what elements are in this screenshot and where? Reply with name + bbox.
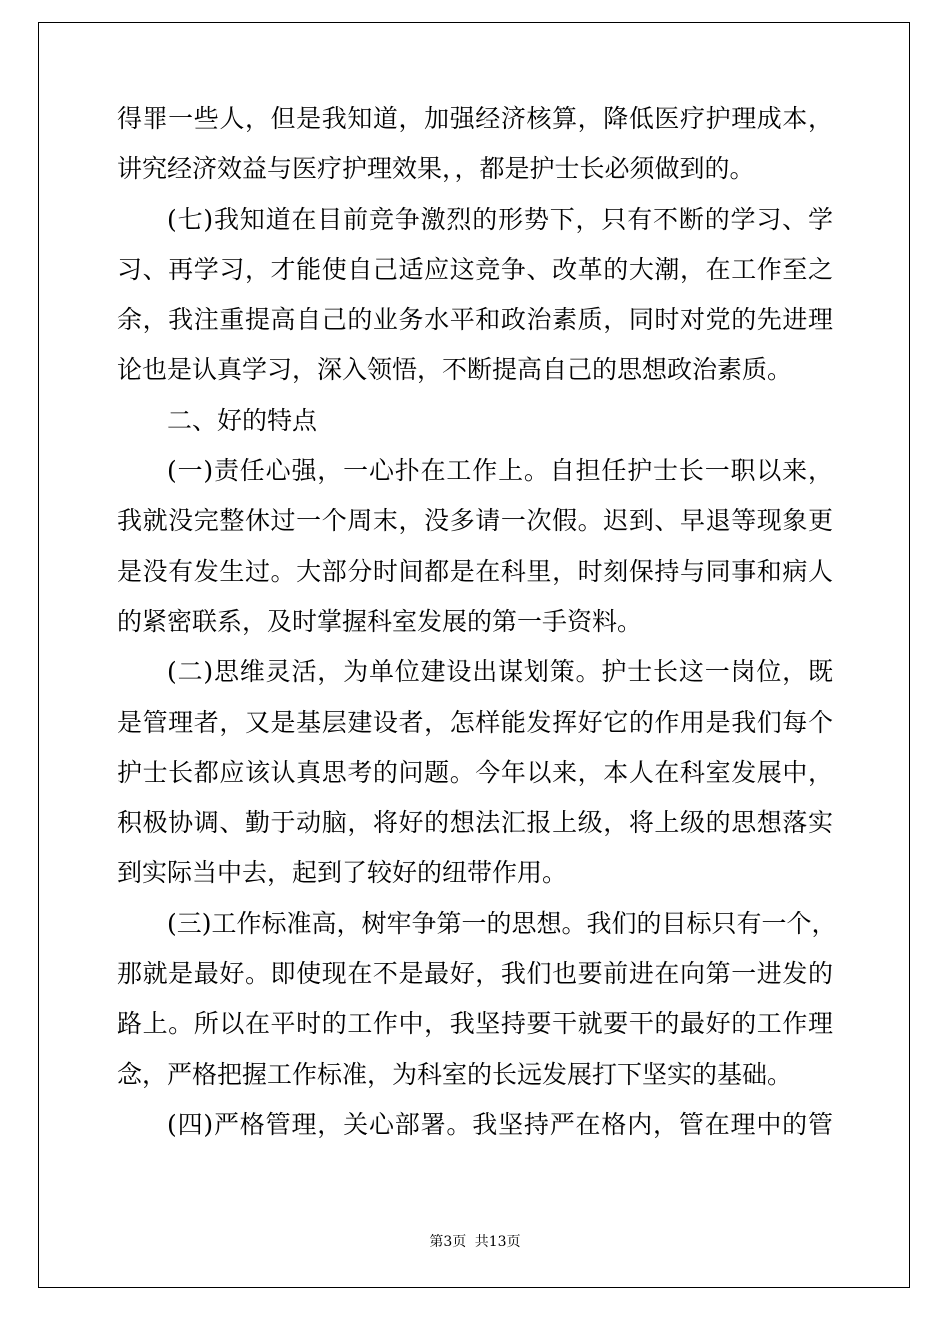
text-line: 积极协调、勤于动脑，将好的想法汇报上级，将上级的思想落实 [117, 808, 833, 838]
text-line: 到实际当中去，起到了较好的纽带作用。 [117, 858, 568, 888]
section-heading: 二、好的特点 [167, 405, 318, 435]
total-pages: 共13页 [474, 1234, 521, 1250]
text-line: 那就是最好。即使现在不是最好，我们也要前进在向第一进发的 [117, 959, 833, 989]
paragraph-start-line: (一)责任心强，一心扑在工作上。自担任护士长一职以来， [167, 456, 833, 486]
paragraph-start-line: (二)思维灵活，为单位建设出谋划策。护士长这一岗位，既 [167, 657, 833, 687]
text-line: 得罪一些人，但是我知道，加强经济核算，降低医疗护理成本， [117, 104, 833, 133]
text-line: 习、再学习，才能使自己适应这竞争、改革的大潮，在工作至之 [117, 254, 833, 284]
text-line: 讲究经济效益与医疗护理效果，，都是护士长必须做到的。 [117, 154, 755, 184]
text-line: 论也是认真学习，深入领悟，不断提高自己的思想政治素质。 [117, 355, 793, 385]
text-line: 是没有发生过。大部分时间都是在科里，时刻保持与同事和病人 [117, 556, 833, 586]
text-line: 我就没完整休过一个周末，没多请一次假。迟到、早退等现象更 [117, 506, 833, 536]
text-line: 路上。所以在平时的工作中，我坚持要干就要干的最好的工作理 [117, 1009, 833, 1039]
page-footer [0, 1233, 950, 1251]
page-number: 第3页 [429, 1234, 467, 1250]
paragraph-start-line: (四)严格管理，关心部署。我坚持严在格内，管在理中的管 [167, 1109, 833, 1139]
paragraph-start-line: (三)工作标准高，树牢争第一的思想。我们的目标只有一个， [167, 908, 837, 938]
document-body [117, 94, 837, 1150]
text-line: 护士长都应该认真思考的问题。今年以来，本人在科室发展中， [117, 757, 833, 787]
text-line: 余，我注重提高自己的业务水平和政治素质，同时对党的先进理 [117, 305, 833, 335]
paragraph-start-line: (七)我知道在目前竞争激烈的形势下，只有不断的学习、学 [167, 204, 833, 234]
text-line: 是管理者，又是基层建设者，怎样能发挥好它的作用是我们每个 [117, 707, 833, 737]
text-line: 的紧密联系，及时掌握科室发展的第一手资料。 [117, 606, 643, 636]
text-line: 念，严格把握工作标准，为科室的长远发展打下坚实的基础。 [117, 1059, 793, 1089]
